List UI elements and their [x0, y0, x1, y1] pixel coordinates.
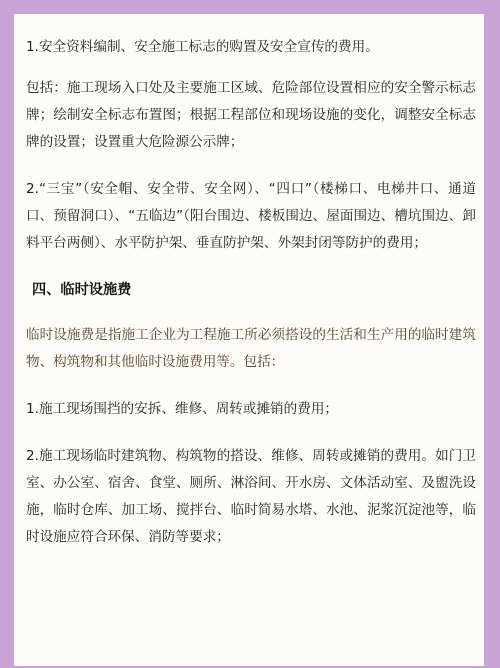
- paragraph-temporary-buildings: 2.施工现场临时建筑物、构筑物的搭设、维修、周转或摊销的费用。如门卫室、办公室、宿舍、食堂、厕所、淋浴间、开水房、文体活动室、及盥洗设施，临时仓库、加工场、搅拌台、临时简易水塔、水池、泥浆沉淀池等，临时设施应符合环保、消防等要求；: [26, 448, 476, 545]
- paragraph-enclosure-costs: 1.施工现场围挡的安拆、维修、周转或摊销的费用；: [26, 401, 339, 417]
- section-heading: 四、临时设施费: [32, 282, 132, 298]
- paragraph-safety-materials: 1.安全资料编制、安全施工标志的购置及安全宣传的费用。: [26, 39, 379, 55]
- paragraph-signage-details: 包括：施工现场入口处及主要施工区域、危险部位设置相应的安全警示标志牌；绘制安全标志布置图；根据工程部位和现场设施的变化，调整安全标志牌的设置；设置重大危险源公示牌；: [26, 80, 476, 150]
- document-card: [14, 14, 484, 666]
- paragraph-protection-costs: 2.“三宝”（安全帽、安全带、安全网）、“四口”（楼梯口、电梯井口、通道口、预留洞口）、“五临边”（阳台围边、楼板围边、屋面围边、槽坑围边、卸料平台两侧）、水平防护架、垂直防护架、外架封闭等防护的费用；: [26, 181, 476, 251]
- article-body: [14, 14, 484, 551]
- paragraph-temporary-facilities-definition: 临时设施费是指施工企业为工程施工所必须搭设的生活和生产用的临时建筑物、构筑物和其他临时设施费用等。包括：: [26, 327, 476, 370]
